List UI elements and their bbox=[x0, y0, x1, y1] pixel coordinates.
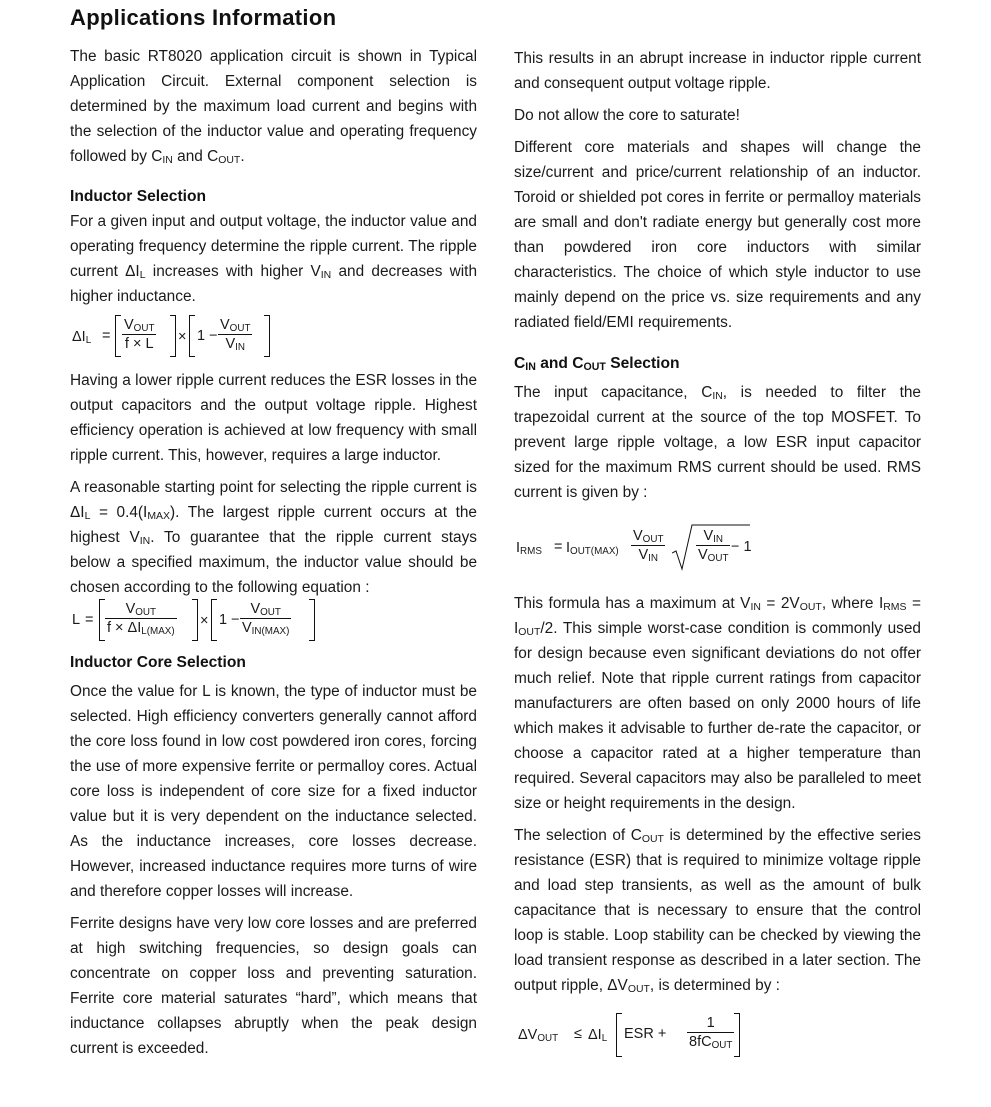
saturate-warning: Do not allow the core to saturate! bbox=[514, 107, 740, 124]
starting-point-paragraph: A reasonable starting point for selecting the ripple current is $\Delta I_L = 0.4(I_{MAX})$. The largest ripple current occurs at the highest $V_{IN}$. To guarantee that the ripple current stays below a specified maximum, the inductor value should be chosen according to the following equation : bbox=[70, 479, 477, 596]
section-title: Applications Information bbox=[70, 5, 337, 30]
output-ripple-equation: $\Delta V_{OUT}$ ≤ $\Delta I_L$ ESR + 1 $8fC_{OUT}$ bbox=[514, 1010, 921, 1058]
right-column bbox=[514, 46, 921, 1058]
rms-maximum-paragraph: This formula has a maximum at $V_{IN} = 2V_{OUT}$, where $I_{RMS} = I_{OUT}/2$. This simple worst-case condition is commonly used for design because even significant deviations do not offer much relief. Note that ripple current ratings from capacitor manufacturers are often based on only 2000 hours of life which makes it advisable to further de-rate the capacitor, or choose a capacitor rated at a higher temperature than required. Several capacitors may also be paralleled to meet size or height requirements in the design. bbox=[514, 595, 921, 812]
input-capacitance-paragraph: The input capacitance, $C_{IN}$, is needed to filter the trapezoidal current at the source of the top MOSFET. To prevent large ripple voltage, a low ESR input capacitor sized for the maximum RMS current should be used. RMS current is given by : bbox=[514, 384, 921, 501]
inductor-equation: L = $V_{OUT}$ $f \times \Delta I_{L(MAX)}$ × 1 − $V_{OUT}$ $V_{IN(MAX)}$ bbox=[70, 596, 477, 642]
ripple-tradeoff-paragraph: Having a lower ripple current reduces the ESR losses in the output capacitors and the output voltage ripple. Highest efficiency operation is achieved at low frequency with small ripple current. This, however, requires a large inductor. bbox=[70, 372, 477, 464]
rms-equation: $I_{RMS}$ = $I_{OUT(MAX)}$ $V_{OUT}$ $V_{IN}$ $V_{IN}$ $V_{OUT}$ − 1 bbox=[514, 519, 921, 575]
abrupt-increase-paragraph: This results in an abrupt increase in inductor ripple current and consequent output voltage ripple. bbox=[514, 50, 921, 92]
ferrite-paragraph: Ferrite designs have very low core losses and are preferred at high switching frequencies, so design goals can concentrate on copper loss and preventing saturation. Ferrite core material saturates “hard”, which means that inductance collapses abruptly when the peak design current is exceeded. bbox=[70, 915, 477, 1057]
ripple-current-paragraph: For a given input and output voltage, the inductor value and operating frequency determine the ripple current. The ripple current $\Delta I_L$ increases with higher $V_{IN}$ and decreases with higher inductance. bbox=[70, 213, 478, 305]
intro-paragraph: The basic RT8020 application circuit is shown in Typical Application Circuit. External component selection is determined by the maximum load current and begins with the selection of the inductor value and operating frequency followed by $C_{IN}$ and $C_{OUT}$. bbox=[70, 48, 477, 167]
left-column bbox=[70, 44, 477, 1068]
cout-selection-paragraph: The selection of $C_{OUT}$ is determined by the effective series resistance (ESR) that is required to minimize voltage ripple and load step transients, as well as the amount of bulk capacitance that is necessary to ensure that the control loop is stable. Loop stability can be checked by viewing the load transient response as described in a later section. The output ripple, $\Delta V_{OUT}$, is determined by : bbox=[514, 827, 922, 996]
core-materials-paragraph: Different core materials and shapes will change the size/current and price/current relationship of an inductor. Toroid or shielded pot cores in ferrite or permalloy materials are small and don't radiate energy but generally cost more than powdered iron core inductors with similar characteristics. The choice of which style inductor to use mainly depend on the price vs. size requirements and any radiated field/EMI requirements. bbox=[514, 139, 921, 331]
inductor-selection-heading: Inductor Selection bbox=[70, 188, 207, 205]
ripple-equation: $\Delta I_L$ = $V_{OUT}$ f × L × 1 − $V_{OUT}$ $V_{IN}$ bbox=[70, 312, 477, 358]
cap-selection-heading: $C_{IN}$ and $C_{OUT}$ Selection bbox=[514, 355, 680, 374]
inductor-core-heading: Inductor Core Selection bbox=[70, 654, 246, 671]
core-loss-paragraph: Once the value for L is known, the type of inductor must be selected. High efficiency converters generally cannot afford the core loss found in low cost powdered iron cores, forcing the use of more expensive ferrite or permalloy cores. Actual core loss is independent of core size for a fixed inductor value but it is very dependent on the inductance selected. As the inductance increases, core losses decrease. However, increased inductance requires more turns of wire and therefore copper losses will increase. bbox=[70, 683, 477, 900]
